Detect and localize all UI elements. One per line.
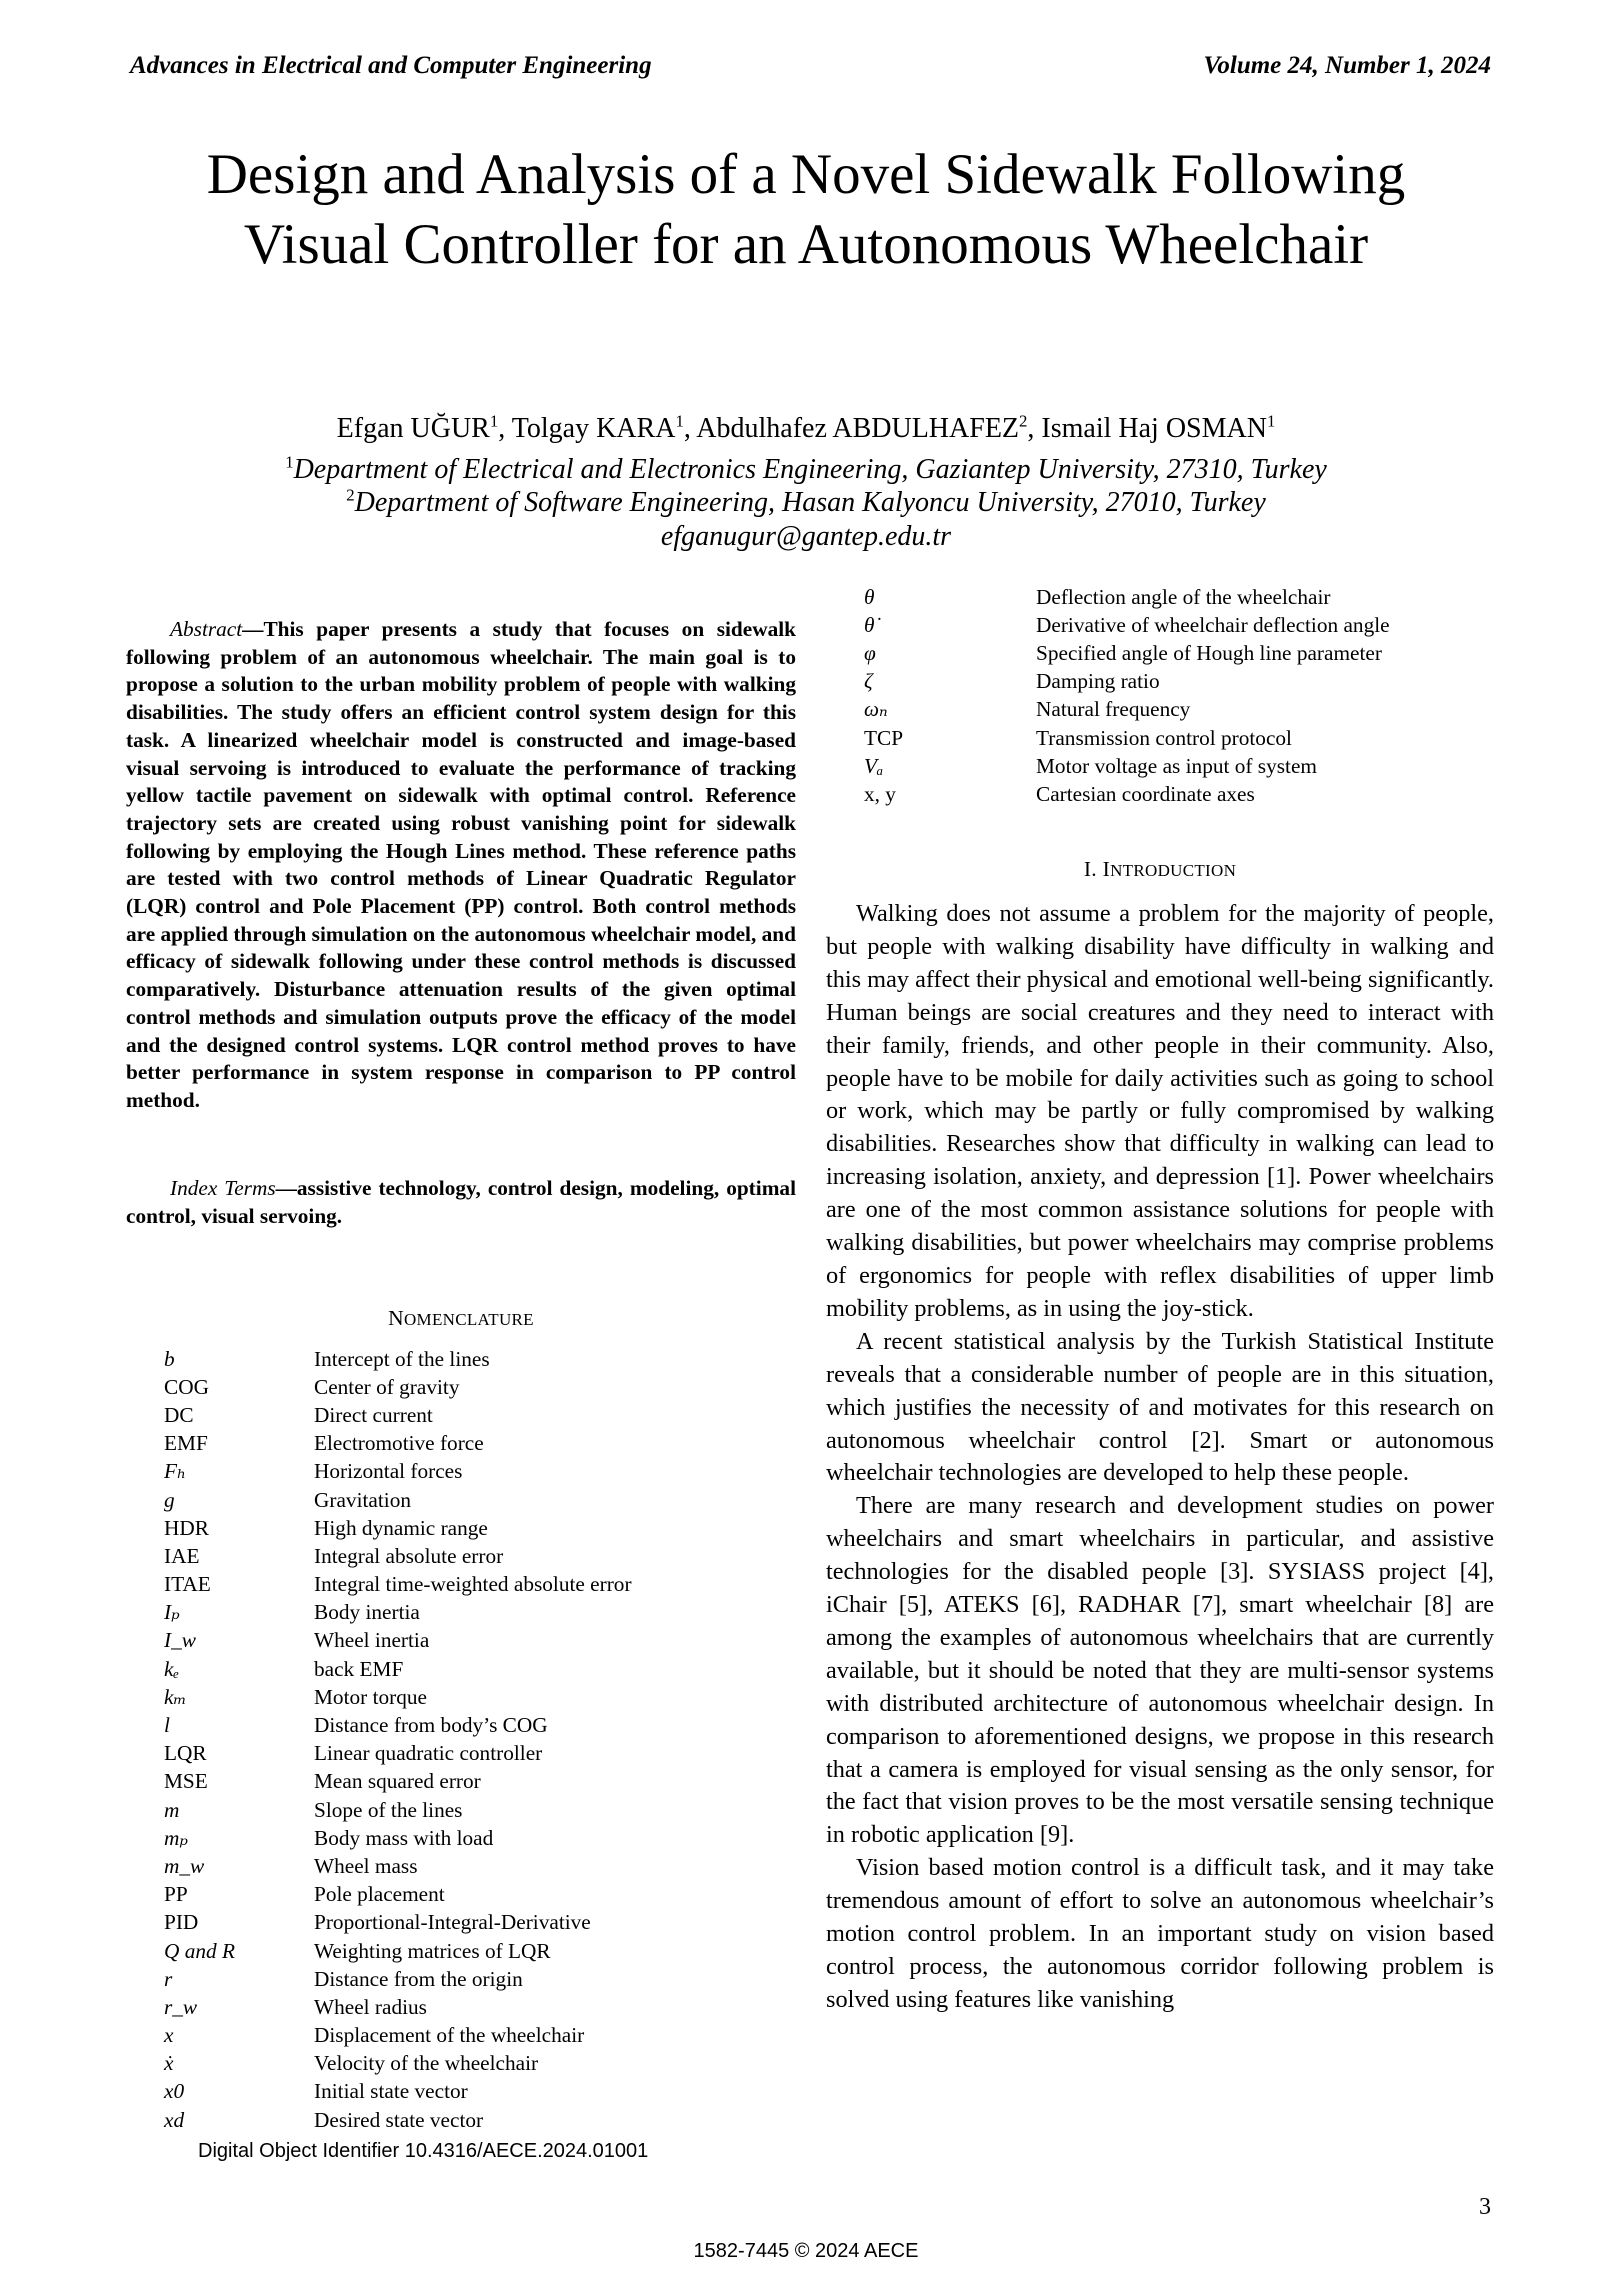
introduction-body: [826, 898, 1494, 2017]
nomenclature-row: [126, 1796, 796, 1824]
affiliation-number: 2: [346, 485, 355, 505]
nomenclature-symbol: ωₙ: [864, 697, 888, 722]
nomenclature-table-right: [826, 583, 1494, 809]
nomenclature-definition: Center of gravity: [314, 1374, 460, 1399]
nomenclature-row: [126, 2078, 796, 2106]
nomenclature-symbol: kₘ: [164, 1684, 187, 1709]
nomenclature-definition: Intercept of the lines: [314, 1346, 490, 1371]
nomenclature-row: [126, 1571, 796, 1599]
nomenclature-row: [126, 1909, 796, 1937]
nomenclature-symbol: TCP: [864, 725, 904, 750]
author-name: Ismail Haj OSMAN: [1041, 413, 1267, 444]
nomenclature-row: [126, 1373, 796, 1401]
nomenclature-definition: Mean squared error: [314, 1769, 481, 1794]
nomenclature-symbol: ITAE: [164, 1572, 211, 1597]
nomenclature-definition: Wheel inertia: [314, 1628, 430, 1653]
nomenclature-symbol: kₑ: [164, 1656, 180, 1681]
author-name: Efgan UĞUR: [336, 413, 490, 444]
nomenclature-definition: back EMF: [314, 1656, 404, 1681]
doi: Digital Object Identifier 10.4316/AECE.2024.01001: [198, 2140, 649, 2162]
nomenclature-row: [126, 2050, 796, 2078]
nomenclature-definition: Integral absolute error: [314, 1543, 504, 1568]
nomenclature-symbol: PP: [164, 1882, 188, 1907]
issn-copyright: 1582-7445 © 2024 AECE: [693, 2240, 919, 2262]
nomenclature-symbol: Vₐ: [864, 753, 884, 778]
nomenclature-symbol: HDR: [164, 1515, 209, 1540]
index-terms: [126, 1175, 796, 1230]
abstract-text: —This paper presents a study that focuses on sidewalk following problem of an autonomous wheelchair. The main goal is to propose a solution to the urban mobility problem of people with walking disabilities. The study offers an efficient control system design for this task. A linearized wheelchair model is constructed and image-based visual servoing is introduced to evaluate the performance of tracking yellow tactile pavement on sidewalk with optimal control. Reference trajectory sets are created using robust vanishing point for sidewalk following by employing the Hough Lines method. These reference paths are tested with two control methods of Linear Quadratic Regulator (LQR) control and Pole Placement (PP) control. Both control methods are applied through simulation on the autonomous wheelchair model, and efficacy of sidewalk following under these control methods is discussed comparatively. Disturbance attenuation results of the given optimal control methods and simulation outputs prove the efficacy of the model and the designed control systems. LQR control method proves to have better performance in system response in comparison to PP control method.: [126, 617, 796, 1112]
nomenclature-row: [126, 1965, 796, 1993]
affiliation-text: Department of Electrical and Electronics Engineering, Gaziantep University, 27310, Turkey: [293, 454, 1327, 485]
heading-smallcaps: NTRODUCTION: [1110, 861, 1237, 880]
nomenclature-symbol: I_w: [164, 1628, 196, 1653]
nomenclature-definition: Direct current: [314, 1402, 433, 1427]
nomenclature-symbol: xd: [164, 2107, 185, 2132]
paragraph: Walking does not assume a problem for the majority of people, but people with walking disability have difficulty in walking and this may affect their physical and emotional well-being significantly. Human beings are social creatures and they need to interact with their family, friends, and other people in their community. Also, people have to be mobile for daily activities such as going to school or work, which may be partly or fully compromised by walking disabilities. Researches show that difficulty in walking can lead to increasing isolation, anxiety, and depression [1]. Power wheelchairs are one of the most common assistance solutions for people with walking disabilities, but power wheelchairs may comprise problems of ergonomics for people with reflex disabilities of upper limb mobility problems, as in using the joy-stick.: [826, 900, 1494, 1322]
nomenclature-symbol: r_w: [164, 1994, 198, 2019]
nomenclature-row: [126, 1740, 796, 1768]
nomenclature-symbol: Iₚ: [164, 1600, 180, 1625]
nomenclature-definition: Body inertia: [314, 1600, 420, 1625]
nomenclature-row: [826, 583, 1494, 611]
nomenclature-definition: Horizontal forces: [314, 1459, 463, 1484]
nomenclature-definition: Integral time-weighted absolute error: [314, 1572, 632, 1597]
nomenclature-row: [126, 1711, 796, 1739]
author-separator: ,: [1027, 413, 1042, 444]
nomenclature-row: [126, 1486, 796, 1514]
nomenclature-row: [826, 668, 1494, 696]
nomenclature-definition: Damping ratio: [1036, 669, 1160, 694]
nomenclature-definition: Wheel radius: [314, 1994, 427, 2019]
nomenclature-row: [126, 1683, 796, 1711]
nomenclature-symbol: x, y: [864, 781, 896, 806]
author-separator: ,: [683, 413, 697, 444]
nomenclature-definition: Deflection angle of the wheelchair: [1036, 584, 1331, 609]
nomenclature-row: [126, 1852, 796, 1880]
nomenclature-definition: Velocity of the wheelchair: [314, 2051, 539, 2076]
author-email: efganugur@gantep.edu.tr: [660, 521, 952, 552]
section-number: I.: [1083, 857, 1103, 881]
paragraph: A recent statistical analysis by the Turkish Statistical Institute reveals that a considerable number of people are in this situation, which justifies the necessity of and motivates for this research on autonomous wheelchair control [2]. Smart or autonomous wheelchair technologies are developed to help these people.: [826, 1327, 1494, 1487]
nomenclature-definition: Motor voltage as input of system: [1036, 753, 1317, 778]
nomenclature-symbol: Fₕ: [164, 1459, 187, 1484]
volume-info: Volume 24, Number 1, 2024: [1203, 52, 1491, 79]
nomenclature-table-left: [126, 1345, 796, 2134]
nomenclature-definition: Wheel mass: [314, 1853, 418, 1878]
nomenclature-symbol: m_w: [164, 1853, 205, 1878]
heading-initial: I: [1102, 857, 1111, 881]
nomenclature-symbol: LQR: [164, 1741, 207, 1766]
nomenclature-symbol: Q and R: [164, 1938, 235, 1963]
nomenclature-definition: Desired state vector: [314, 2107, 484, 2132]
nomenclature-definition: Proportional-Integral-Derivative: [314, 1910, 591, 1935]
nomenclature-row: [126, 1881, 796, 1909]
paper-title: Design and Analysis of a Novel Sidewalk Following Visual Controller for an Autonomous Wheelchair: [206, 143, 1406, 276]
page-number: 3: [1479, 2194, 1491, 2220]
nomenclature-definition: Pole placement: [314, 1882, 445, 1907]
introduction-heading: [826, 857, 1494, 882]
journal-name: Advances in Electrical and Computer Engineering: [130, 52, 652, 79]
nomenclature-symbol: l: [164, 1713, 170, 1738]
nomenclature-definition: Linear quadratic controller: [314, 1741, 543, 1766]
nomenclature-definition: Natural frequency: [1036, 697, 1191, 722]
nomenclature-symbol: ζ: [864, 669, 873, 694]
nomenclature-symbol: r: [164, 1966, 173, 1991]
nomenclature-symbol: θ: [864, 584, 875, 609]
nomenclature-row: [826, 639, 1494, 667]
nomenclature-definition: Distance from the origin: [314, 1966, 523, 1991]
author-affiliation-mark: 1: [489, 411, 499, 431]
nomenclature-symbol: DC: [164, 1402, 194, 1427]
nomenclature-definition: Weighting matrices of LQR: [314, 1938, 551, 1963]
nomenclature-row: [126, 1542, 796, 1570]
nomenclature-row: [126, 2106, 796, 2134]
nomenclature-row: [126, 1627, 796, 1655]
nomenclature-row: [826, 752, 1494, 780]
nomenclature-definition: Displacement of the wheelchair: [314, 2023, 585, 2048]
nomenclature-row: [126, 1824, 796, 1852]
nomenclature-heading: [126, 1306, 796, 1331]
nomenclature-row: [126, 1655, 796, 1683]
index-terms-text: —assistive technology, control design, modeling, optimal control, visual servoing.: [126, 1176, 796, 1228]
nomenclature-symbol: x0: [164, 2079, 185, 2104]
nomenclature-definition: Distance from body’s COG: [314, 1713, 548, 1738]
nomenclature-row: [126, 1768, 796, 1796]
affiliation-2: [140, 487, 1472, 519]
affiliation-text: Department of Software Engineering, Hasan Kalyoncu University, 27010, Turkey: [354, 487, 1266, 518]
nomenclature-symbol: φ: [864, 640, 876, 665]
abstract-lead: Abstract: [170, 617, 243, 641]
nomenclature-definition: Transmission control protocol: [1036, 725, 1292, 750]
nomenclature-symbol: ẋ: [164, 2051, 174, 2076]
nomenclature-row: [826, 696, 1494, 724]
nomenclature-row: [826, 780, 1494, 808]
nomenclature-row: [126, 1458, 796, 1486]
nomenclature-definition: Initial state vector: [314, 2079, 468, 2104]
nomenclature-row: [126, 1937, 796, 1965]
nomenclature-row: [126, 1401, 796, 1429]
author-list: [140, 412, 1472, 446]
nomenclature-symbol: m: [164, 1797, 180, 1822]
abstract: [126, 616, 796, 1115]
nomenclature-symbol: θ̇: [864, 612, 875, 637]
nomenclature-row: [126, 1345, 796, 1373]
nomenclature-definition: Motor torque: [314, 1684, 427, 1709]
nomenclature-definition: Cartesian coordinate axes: [1036, 781, 1255, 806]
heading-smallcaps: OMENCLATURE: [403, 1310, 534, 1329]
nomenclature-symbol: g: [164, 1487, 175, 1512]
nomenclature-symbol: PID: [164, 1910, 199, 1935]
author-name: Abdulhafez ABDULHAFEZ: [696, 413, 1020, 444]
nomenclature-row: [126, 1514, 796, 1542]
paragraph: There are many research and development studies on power wheelchairs and smart wheelchairs in particular, and assistive technologies for the disabled people [3]. SYSIASS project [4], iChair [5], ATEKS [6], RADHAR [7], smart wheelchair [8] are among the examples of autonomous wheelchairs that are currently available, but it should be noted that they are multi-sensor systems with distributed architecture of autonomous wheelchair design. In comparison to aforementioned designs, we propose in this research that a camera is employed for visual sensing as the only sensor, for the fact that vision proves to be the most versatile sensing technique in robotic application [9].: [826, 1492, 1494, 1849]
nomenclature-definition: High dynamic range: [314, 1515, 488, 1540]
nomenclature-symbol: mₚ: [164, 1825, 188, 1850]
affiliation-1: [140, 454, 1472, 486]
author-separator: ,: [498, 413, 512, 444]
nomenclature-symbol: MSE: [164, 1769, 208, 1794]
nomenclature-symbol: IAE: [164, 1543, 200, 1568]
author-affiliation-mark: 1: [1266, 411, 1276, 431]
affiliation-number: 1: [285, 452, 294, 472]
nomenclature-symbol: x: [164, 2023, 174, 2048]
heading-initial: N: [388, 1306, 404, 1330]
nomenclature-definition: Gravitation: [314, 1487, 411, 1512]
nomenclature-definition: Electromotive force: [314, 1431, 484, 1456]
author-affiliation-mark: 1: [675, 411, 684, 431]
nomenclature-definition: Derivative of wheelchair deflection angle: [1036, 612, 1390, 637]
nomenclature-row: [826, 611, 1494, 639]
nomenclature-definition: Slope of the lines: [314, 1797, 463, 1822]
paragraph: Vision based motion control is a difficult task, and it may take tremendous amount of effort to solve an autonomous wheelchair’s motion control problem. In an important study on vision based control process, the autonomous corridor following problem is solved using features like vanishing: [826, 1854, 1494, 2013]
nomenclature-symbol: COG: [164, 1374, 209, 1399]
nomenclature-row: [126, 1599, 796, 1627]
nomenclature-row: [126, 1993, 796, 2021]
nomenclature-row: [126, 2022, 796, 2050]
nomenclature-definition: Body mass with load: [314, 1825, 494, 1850]
nomenclature-row: [826, 724, 1494, 752]
nomenclature-symbol: EMF: [164, 1431, 208, 1456]
author-affiliation-mark: 2: [1019, 411, 1028, 431]
index-terms-lead: Index Terms: [170, 1176, 276, 1200]
nomenclature-definition: Specified angle of Hough line parameter: [1036, 640, 1382, 665]
nomenclature-symbol: b: [164, 1346, 175, 1371]
nomenclature-row: [126, 1430, 796, 1458]
author-name: Tolgay KARA: [511, 413, 676, 444]
